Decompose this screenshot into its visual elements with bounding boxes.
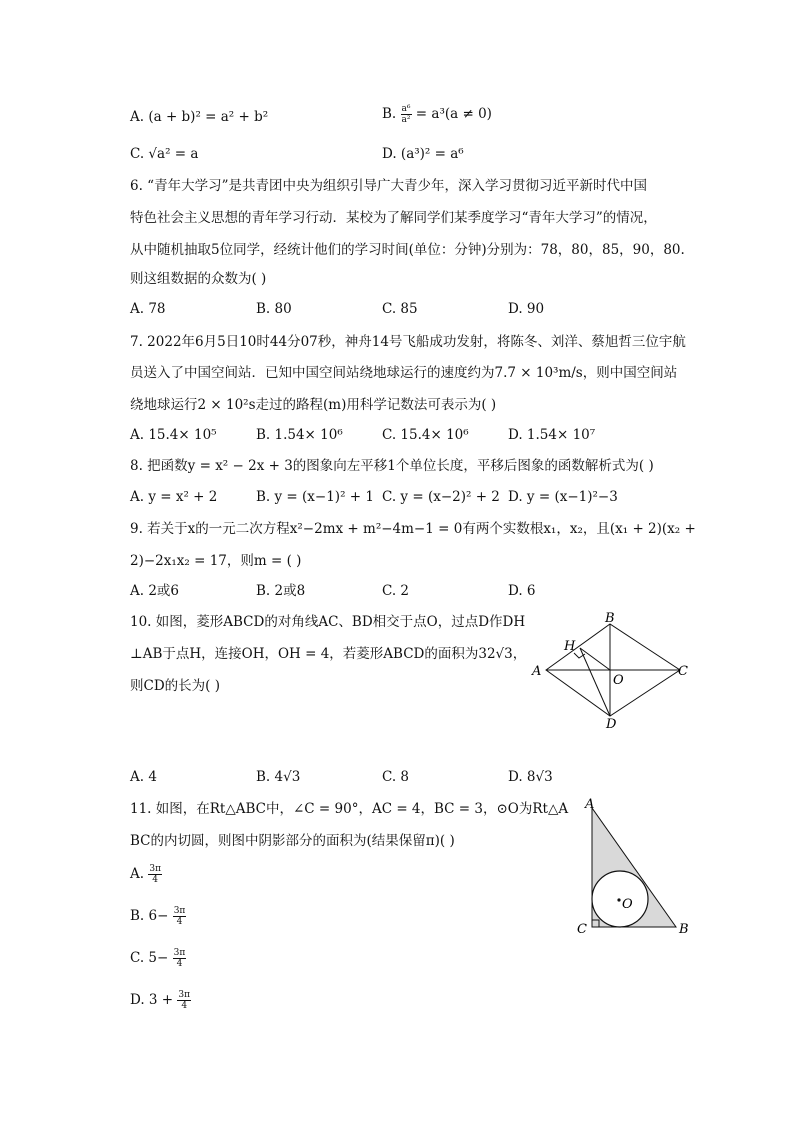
q6-option-a: A. 78 (130, 301, 166, 317)
q7-line-3: 绕地球运行2 × 10²s走过的路程(m)用科学记数法可表示为( ) (130, 397, 497, 413)
q11-option-b-label: B. 6− (130, 908, 169, 924)
q6-line-1: 6. “青年大学习”是共青团中央为组织引导广大青少年，深入学习贯彻习近平新时代中国 (130, 178, 647, 194)
q11-option-b-denominator: 4 (176, 917, 183, 927)
q7-option-c: C. 15.4× 10⁶ (382, 427, 469, 443)
q5-option-b-numerator: a⁶ (401, 104, 411, 114)
q10-line-2: ⊥AB于点H，连接OH，OH = 4，若菱形ABCD的面积为32√3， (130, 646, 527, 662)
q11-option-d (130, 990, 191, 1011)
q9-option-c: C. 2 (382, 583, 410, 599)
q11-option-c-label: C. 5− (130, 950, 169, 966)
q11-option-a-label: A. (130, 866, 145, 882)
q11-option-b-fraction (173, 906, 187, 927)
q9-line-1: 9. 若关于x的一元二次方程x²−2mx + m²−4m−1 = 0有两个实数根x₁，x₂，且(x₁ + 2)(x₂ + (130, 521, 696, 537)
q8-option-c: C. y = (x−2)² + 2 (382, 489, 500, 505)
q5-option-b-denominator: a² (401, 115, 411, 125)
q10-option-b: B. 4√3 (256, 769, 301, 785)
q5-option-d: D. (a³)² = a⁶ (382, 146, 464, 162)
label-o: O (613, 673, 624, 688)
q6-line-2: 特色社会主义思想的青年学习行动．某校为了解同学们某季度学习“青年大学习”的情况， (130, 210, 657, 226)
q5-option-b-fraction (401, 104, 412, 125)
q7-option-a: A. 15.4× 10⁵ (130, 427, 217, 443)
q9-option-b: B. 2或8 (256, 583, 306, 599)
q6-option-d: D. 90 (508, 301, 545, 317)
center-point-o (617, 898, 620, 901)
triangle-incircle-figure (572, 796, 702, 938)
q11-option-a-denominator: 4 (152, 875, 159, 885)
q7-line-1: 7. 2022年6月5日10时44分07秒，神舟14号飞船成功发射，将陈冬、刘洋、蔡旭哲三位宇航 (130, 334, 686, 350)
label-c: C (577, 922, 587, 937)
q11-option-a-numerator: 3π (149, 864, 161, 874)
q9-line-2: 2)−2x₁x₂ = 17，则m = ( ) (130, 553, 302, 569)
right-angle-mark-h (574, 653, 585, 658)
q11-option-d-label: D. 3 + (130, 992, 174, 1008)
q11-option-b (130, 906, 186, 927)
q11-option-a-fraction (148, 864, 162, 885)
q11-option-d-denominator: 4 (181, 1001, 188, 1011)
q11-line-2: BC的内切圆，则图中阴影部分的面积为(结果保留π)( ) (130, 833, 455, 849)
q11-option-b-numerator: 3π (173, 906, 186, 916)
q11-option-c-denominator: 4 (176, 959, 183, 969)
q11-option-c-numerator: 3π (173, 948, 186, 958)
q11-line-1: 11. 如图，在Rt△ABC中，∠C = 90°，AC = 4，BC = 3，⊙O为Rt△A (130, 801, 569, 817)
q5-option-a: A. (a + b)² = a² + b² (130, 109, 269, 125)
q11-option-a (130, 864, 162, 885)
q5-option-b-label: B. (382, 106, 397, 122)
q7-option-d: D. 1.54× 10⁷ (508, 427, 596, 443)
q10-option-c: C. 8 (382, 769, 410, 785)
q11-option-c (130, 948, 186, 969)
q11-option-d-numerator: 3π (178, 990, 191, 1000)
q11-option-d-fraction (177, 990, 191, 1011)
q6-line-4: 则这组数据的众数为( ) (130, 271, 267, 287)
label-o: O (622, 897, 633, 912)
q7-line-2: 员送入了中国空间站．已知中国空间站绕地球运行的速度约为7.7 × 10³m/s，则中国空间站 (130, 365, 678, 381)
q10-option-d: D. 8√3 (508, 769, 553, 785)
q6-option-b: B. 80 (256, 301, 292, 317)
label-h: H (564, 639, 576, 654)
rhombus-figure (528, 612, 698, 730)
label-a: A (585, 797, 595, 812)
q8-option-a: A. y = x² + 2 (130, 489, 218, 505)
label-c: C (678, 664, 688, 679)
q8-line-1: 8. 把函数y = x² − 2x + 3的图象向左平移1个单位长度，平移后图象的函数解析式为( ) (130, 458, 654, 474)
q9-option-a: A. 2或6 (130, 583, 180, 599)
q6-line-3: 从中随机抽取5位同学，经统计他们的学习时间(单位：分钟)分别为：78，80，85，90，80. (130, 242, 685, 258)
q10-line-1: 10. 如图，菱形ABCD的对角线AC、BD相交于点O，过点D作DH (130, 614, 526, 630)
label-a: A (532, 664, 542, 679)
q10-option-a: A. 4 (130, 769, 157, 785)
q7-option-b: B. 1.54× 10⁶ (256, 427, 343, 443)
label-b: B (605, 612, 615, 626)
q9-option-d: D. 6 (508, 583, 536, 599)
label-b: B (679, 922, 689, 937)
q5-option-b (382, 104, 492, 125)
q5-option-b-rest: = a³(a ≠ 0) (415, 106, 492, 122)
q8-option-d: D. y = (x−1)²−3 (508, 489, 618, 505)
q8-option-b: B. y = (x−1)² + 1 (256, 489, 374, 505)
label-d: D (606, 717, 617, 730)
q11-option-c-fraction (173, 948, 187, 969)
q6-option-c: C. 85 (382, 301, 418, 317)
q10-line-3: 则CD的长为( ) (130, 678, 220, 694)
q5-option-c: C. √a² = a (130, 146, 199, 162)
